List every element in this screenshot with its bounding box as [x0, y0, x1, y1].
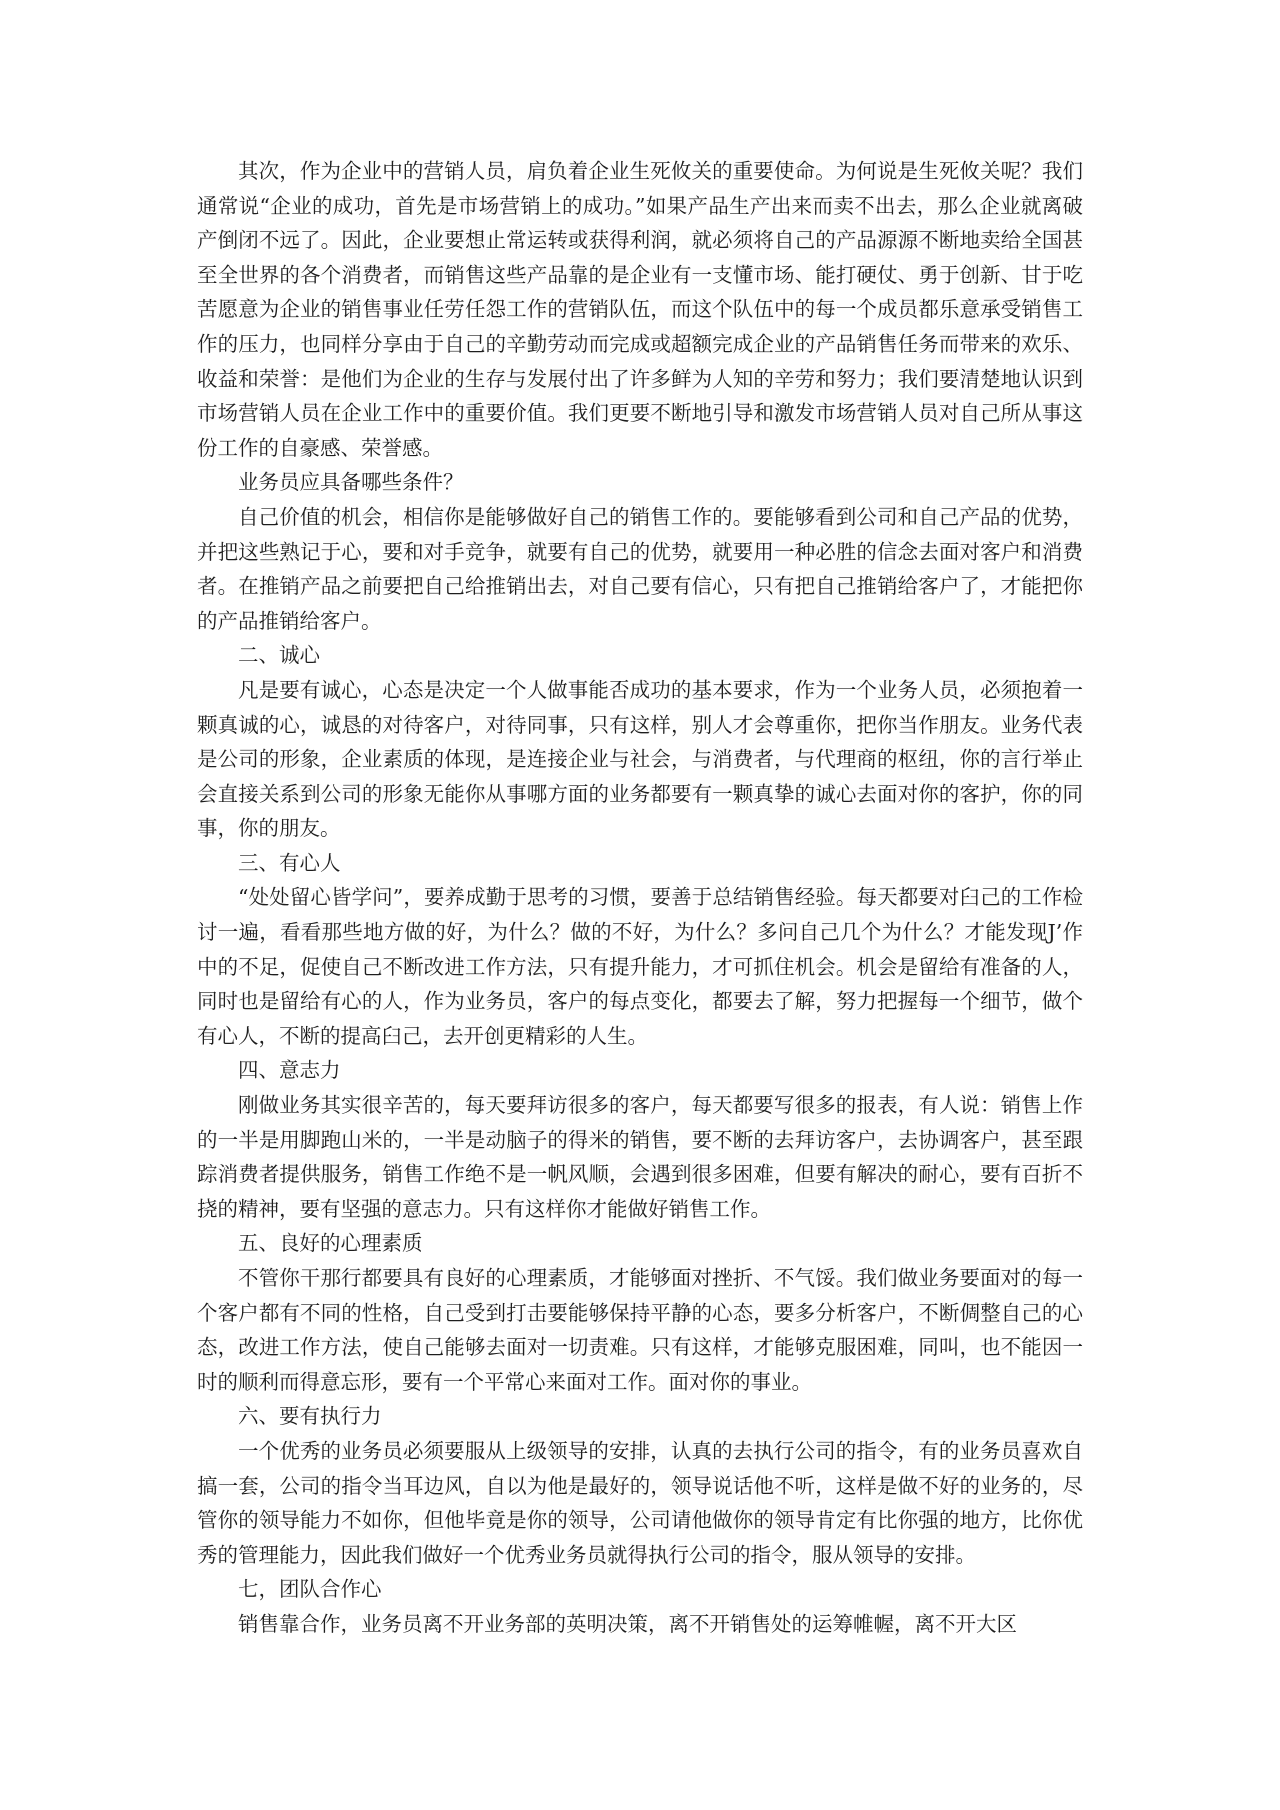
- heading-attentive: 三、有心人: [238, 850, 341, 875]
- paragraph-sincerity: 凡是要有诚心，心态是决定一个人做事能否成功的基本要求，作为一个业务人员，必须抱着一颗真诚的心，诚恳的对待客户，对待同事，只有这样，别人才会尊重你，把你当作朋友。业务代表是公司的形象，企业素质的体现，是连接企业与社会，与消费者，与代理商的枢纽，你的言行举止会直接关系到公司的形象无能你从事哪方面的业务都要有一颗真挚的诚心去面对你的客护，你的同事，你的朋友。: [197, 677, 1083, 841]
- heading-execution: 六、要有执行力: [238, 1404, 382, 1429]
- paragraph-intro: 其次，作为企业中的营销人员，肩负着企业生死攸关的重要使命。为何说是生死攸关呢？我们通常说“企业的成功，首先是市场营销上的成功。”如果产品生产出来而卖不出去，那么企业就离破产倒闭不远了。因此，企业要想止常运转或获得利润，就必须将自己的产品源源不断地卖给全国甚至全世界的各个消费者，而销售这些产品靠的是企业有一支懂市场、能打硬仗、勇于创新、甘于吃苦愿意为企业的销售事业任劳任怨工作的营销队伍，而这个队伍中的每一个成员都乐意承受销售工作的压力，也同样分享由于自己的辛勤劳动而完成或超额完成企业的产品销售任务而带来的欢乐、收益和荣誉：是他们为企业的生存与发展付出了许多鲜为人知的辛劳和努力；我们要清楚地认识到市场营销人员在企业工作中的重要价值。我们更要不断地引导和激发市场营销人员对自己所从事这份工作的自豪感、荣誉感。: [197, 159, 1083, 460]
- paragraph-execution: 一个优秀的业务员必须要服从上级领导的安排，认真的去执行公司的指令，有的业务员喜欢自搞一套，公司的指令当耳边风，自以为他是最好的，领导说话他不听，这样是做不好的业务的，尽管你的领导能力不如你，但他毕竟是你的领导，公司请他做你的领导肯定有比你强的地方，比你优秀的管理能力，因此我们做好一个优秀业务员就得执行公司的指令，服从领导的安排。: [197, 1438, 1083, 1567]
- heading-sincerity: 二、诚心: [238, 643, 320, 668]
- heading-teamwork: 七，团队合作心: [238, 1577, 382, 1602]
- paragraph-willpower: 刚做业务其实很辛苦的，每天要拜访很多的客户，每天都要写很多的报表，有人说：销售上作的一半是用脚跑山米的，一半是动脑子的得米的销售，要不断的去拜访客户，去协调客户，甚至跟踪消费者提供服务，销售工作绝不是一帆风顺，会遇到很多困难，但要有解决的耐心，要有百折不挠的精神，要有坚强的意志力。只有这样你才能做好销售工作。: [197, 1093, 1083, 1221]
- heading-willpower: 四、意志力: [238, 1058, 341, 1083]
- heading-psychology: 五、良好的心理素质: [238, 1231, 423, 1256]
- paragraph-attentive: “处处留心皆学问”，要养成勤于思考的习惯，要善于总结销售经验。每天都要对臼己的工作检讨一遍，看看那些地方做的好，为什么？做的不好，为什么？多问自己几个为什么？才能发现J’作中的不足，促使自己不断改进工作方法，只有提升能力，才可抓住机会。机会是留给有准备的人，同时也是留给有心的人，作为业务员，客户的每点变化，都要去了解，努力把握每一个细节，做个有心人，不断的提高臼己，去开创更精彩的人生。: [197, 885, 1083, 1048]
- paragraph-psychology: 不管你干那行都要具有良好的心理素质，才能够面对挫折、不气馁。我们做业务要面对的每一个客户都有不同的性格，自己受到打击要能够保持平静的心态，要多分析客户，不断倜整自己的心态，改进工作方法，使自己能够去面对一切责难。只有这样，才能够克服困难，同叫，也不能因一时的顺利而得意忘形，要有一个平常心来面对工作。面对你的事业。: [197, 1266, 1083, 1394]
- paragraph-self-value: 自己价值的机会，相信你是能够做好自己的销售工作的。要能够看到公司和自己产品的优势，并把这些熟记于心，要和对手竞争，就要有自己的优势，就要用一种必胜的信念去面对客户和消费者。在推销产品之前要把自己给推销出去，对自己要有信心，只有把自己推销给客户了，才能把你的产品推销给客户。: [197, 504, 1083, 633]
- paragraph-teamwork: 销售靠合作，业务员离不开业务部的英明决策，离不开销售处的运筹帷幄，离不开大区: [238, 1611, 1017, 1636]
- heading-requirements: 业务员应具备哪些条件？: [238, 470, 464, 495]
